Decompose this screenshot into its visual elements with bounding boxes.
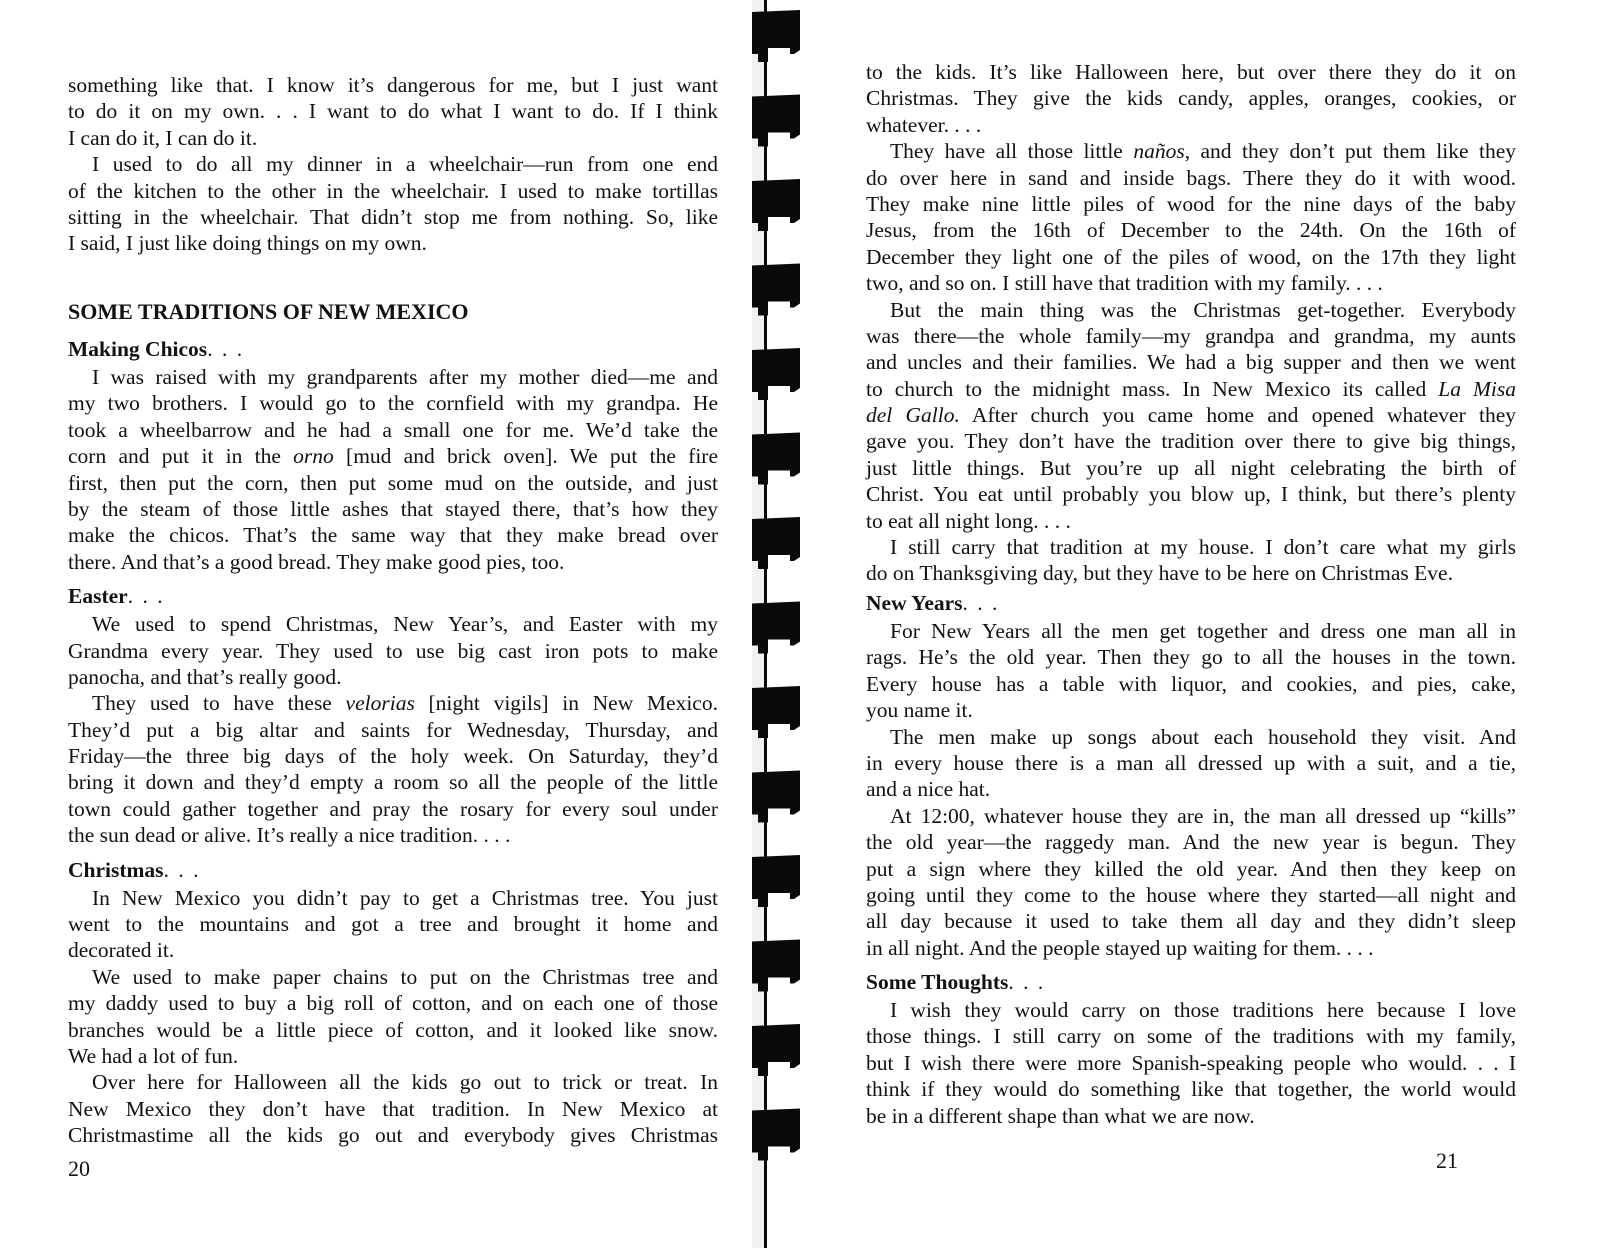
- text-line: whatever. . . .: [866, 112, 982, 137]
- text-span: They used to have these: [92, 691, 346, 716]
- text-line: Grandma every year. They used to use big cast iron pots to make: [68, 638, 718, 663]
- text-line: in all night. And the people stayed up waiting for them. . . .: [866, 935, 1374, 960]
- text-line: went to the mountains and got a tree and brought it home and: [68, 912, 718, 937]
- italic-term: naños: [1133, 139, 1185, 164]
- text-line: be in a different shape than what we are now.: [866, 1103, 1255, 1128]
- text-line: to eat all night long. . . .: [866, 508, 1071, 533]
- text-line: gave you. They don’t have the tradition over there to give big things,: [866, 429, 1516, 454]
- text-line: They’d put a big altar and saints for Wednesday, Thursday, and: [68, 717, 718, 742]
- binding-ring: [752, 771, 800, 823]
- text-line: but I wish there were more Spanish-speaking people who would. . . I: [866, 1050, 1516, 1075]
- text-line: For New Years all the men get together and dress one man all in: [890, 619, 1516, 643]
- heading-ellipsis: . . .: [127, 584, 165, 609]
- binding-ring: [752, 10, 800, 62]
- binding-ring: [752, 940, 800, 992]
- text-span: , and they don’t put them like they: [1184, 139, 1516, 164]
- subsection-heading: [68, 581, 718, 611]
- text-line: first, then put the corn, then put some mud on the outside, and just: [68, 470, 718, 495]
- text-line: to the kids. It’s like Halloween here, but over there they do it on: [866, 60, 1516, 84]
- heading-ellipsis: . . .: [207, 337, 245, 361]
- subsection: [68, 334, 718, 575]
- text-line: But the main thing was the Christmas get-together. Everybody: [890, 297, 1516, 322]
- text-span: [mud and brick oven]. We put the fire: [333, 444, 719, 469]
- text-line: I can do it, I can do it.: [68, 125, 258, 150]
- text-line: my two brothers. I would go to the cornfield with my grandpa. He: [68, 391, 718, 416]
- binding-ring: [752, 1024, 800, 1076]
- text-line: do over here in sand and inside bags. There they do it with wood.: [866, 165, 1516, 190]
- text-line: At 12:00, whatever house they are in, the man all dressed up “kills”: [890, 803, 1516, 828]
- text-line: two, and so on. I still have that tradition with my family. . . .: [866, 271, 1383, 296]
- binding-ring: [752, 1109, 800, 1161]
- left-sections: [68, 334, 718, 1149]
- subsection-heading: [68, 334, 718, 364]
- text-line: I wish they would carry on those traditions here because I love: [890, 998, 1516, 1023]
- text-line: and uncles and their families. We had a big supper and then we went: [866, 350, 1516, 375]
- text-line: We used to spend Christmas, New Year’s, and Easter with my: [92, 612, 718, 637]
- text-line: Christmastime all the kids go out and everybody gives Christmas: [68, 1123, 718, 1148]
- section-title: SOME TRADITIONS OF NEW MEXICO: [68, 299, 469, 324]
- text-line: by the steam of those little ashes that stayed there, that’s how they: [68, 496, 718, 521]
- text-line: branches would be a little piece of cotton, and it looked like snow.: [68, 1017, 718, 1042]
- subsection: [866, 588, 1516, 961]
- subsection: [68, 581, 718, 849]
- text-line: I still carry that tradition at my house. I don’t care what my girls: [890, 535, 1516, 560]
- heading-text: Making Chicos: [68, 337, 208, 361]
- subsection-heading: [866, 588, 1516, 618]
- text-line: put a sign where they killed the old year. And then they keep on: [866, 856, 1516, 881]
- binding-ring: [752, 95, 800, 147]
- binding-ring: [752, 855, 800, 907]
- text-line: In New Mexico you didn’t pay to get a Christmas tree. You just: [92, 885, 718, 910]
- text-line: rags. He’s the old year. Then they go to all the houses in the town.: [866, 645, 1516, 670]
- text-span: [night vigils] in New Mexico.: [414, 691, 718, 716]
- text-span: They have all those little: [890, 139, 1134, 164]
- right-page: [866, 0, 1516, 1248]
- text-line: decorated it.: [68, 938, 175, 963]
- italic-term: La Misa: [1438, 376, 1516, 401]
- text-line: there. And that’s a good bread. They make good pies, too.: [68, 549, 565, 574]
- text-line: Jesus, from the 16th of December to the 24th. On the 16th of: [866, 218, 1516, 243]
- heading-text: New Years: [866, 591, 963, 615]
- text-line: Friday—the three big days of the holy week. On Saturday, they’d: [68, 744, 718, 769]
- text-line: December they light one of the piles of wood, on the 17th they light: [866, 244, 1516, 269]
- subsection-heading: [866, 967, 1516, 997]
- text-line: do on Thanksgiving day, but they have to be here on Christmas Eve.: [866, 561, 1453, 586]
- left-continuation: [68, 72, 718, 257]
- text-line: sitting in the wheelchair. That didn’t stop me from nothing. So, like: [68, 204, 718, 229]
- heading-text: Christmas: [68, 857, 164, 882]
- text-line: Christ. You eat until probably you blow up, I think, but there’s plenty: [866, 482, 1516, 507]
- heading-ellipsis: . . .: [962, 591, 1000, 615]
- heading-text: Easter: [68, 584, 128, 609]
- text-line: [866, 138, 1516, 164]
- binding-ring: [752, 433, 800, 485]
- text-line: took a wheelbarrow and he had a small one for me. We’d take the: [68, 417, 718, 442]
- text-line: just little things. But you’re up all night celebrating the birth of: [866, 455, 1516, 480]
- text-span: corn and put it in the: [68, 444, 294, 469]
- text-line: in every house there is a man all dressed up with a suit, and a tie,: [866, 750, 1516, 775]
- text-line: bring it down and they’d empty a room so all the people of the little: [68, 770, 718, 795]
- binding-ring: [752, 686, 800, 738]
- text-line: you name it.: [866, 698, 973, 723]
- italic-term: orno: [293, 444, 334, 469]
- text-line: I used to do all my dinner in a wheelchair—run from one end: [92, 152, 718, 177]
- left-page: [68, 0, 718, 1248]
- text-line: to do it on my own. . . I want to do what I want to do. If I think: [68, 99, 718, 124]
- heading-ellipsis: . . .: [163, 857, 201, 882]
- heading-ellipsis: . . .: [1008, 970, 1046, 995]
- text-line: Over here for Halloween all the kids go out to trick or treat. In: [92, 1070, 718, 1095]
- text-span: to church to the midnight mass. In New Mexico its called: [866, 376, 1439, 401]
- text-line: think if they would do something like that together, the world would: [866, 1077, 1516, 1102]
- text-line: [866, 376, 1516, 402]
- text-line: I was raised with my grandparents after my mother died—me and: [92, 365, 718, 389]
- subsection: [866, 967, 1516, 1129]
- right-sections: [866, 588, 1516, 1129]
- text-span: After church you came home and opened whatever they: [959, 403, 1516, 428]
- right-continuation: [866, 59, 1516, 587]
- text-line: The men make up songs about each household they visit. And: [890, 724, 1516, 749]
- binding-ring: [752, 179, 800, 231]
- text-line: They make nine little piles of wood for the nine days of the baby: [866, 191, 1516, 216]
- binding-ring: [752, 348, 800, 400]
- text-line: my daddy used to buy a big roll of cotton, and on each one of those: [68, 991, 718, 1016]
- text-line: those things. I still carry on some of the traditions with my family,: [866, 1024, 1516, 1049]
- subsection: [68, 855, 718, 1149]
- text-line: [68, 690, 718, 716]
- text-line: going until they come to the house where they started—all night and: [866, 882, 1516, 907]
- page-number-right: 21: [1436, 1148, 1458, 1173]
- text-line: of the kitchen to the other in the wheelchair. I used to make tortillas: [68, 178, 718, 203]
- text-line: and a nice hat.: [866, 777, 991, 802]
- text-line: [68, 443, 718, 469]
- text-line: New Mexico they don’t have that tradition. In New Mexico at: [68, 1096, 718, 1121]
- binding-ring: [752, 517, 800, 569]
- text-line: I said, I just like doing things on my own.: [68, 231, 427, 256]
- binding-ring: [752, 602, 800, 654]
- subsection-heading: [68, 855, 718, 885]
- text-line: panocha, and that’s really good.: [68, 664, 342, 689]
- text-line: all day because it used to take them all day and they didn’t sleep: [866, 909, 1516, 934]
- binding-rings: [752, 0, 832, 1248]
- text-line: Christmas. They give the kids candy, apples, oranges, cookies, or: [866, 86, 1516, 111]
- text-line: make the chicos. That’s the same way that they make bread over: [68, 523, 718, 548]
- text-line: the old year—the raggedy man. And the new year is begun. They: [866, 830, 1516, 855]
- italic-term: velorias: [345, 691, 415, 716]
- page-number-left: 20: [68, 1156, 90, 1181]
- text-line: Every house has a table with liquor, and cookies, and pies, cake,: [866, 671, 1516, 696]
- text-line: We had a lot of fun.: [68, 1043, 239, 1068]
- text-line: was there—the whole family—my grandpa and grandma, my aunts: [866, 323, 1516, 348]
- text-line: town could gather together and pray the rosary for every soul under: [68, 796, 718, 821]
- text-line: something like that. I know it’s dangerous for me, but I just want: [68, 73, 718, 97]
- binding-ring: [752, 264, 800, 316]
- text-line: [866, 402, 1516, 428]
- italic-term: del Gallo.: [866, 403, 960, 428]
- text-line: We used to make paper chains to put on the Christmas tree and: [92, 964, 718, 989]
- spiral-binding-icon: [752, 0, 832, 1248]
- text-line: the sun dead or alive. It’s really a nice tradition. . . .: [68, 823, 511, 848]
- heading-text: Some Thoughts: [866, 970, 1009, 995]
